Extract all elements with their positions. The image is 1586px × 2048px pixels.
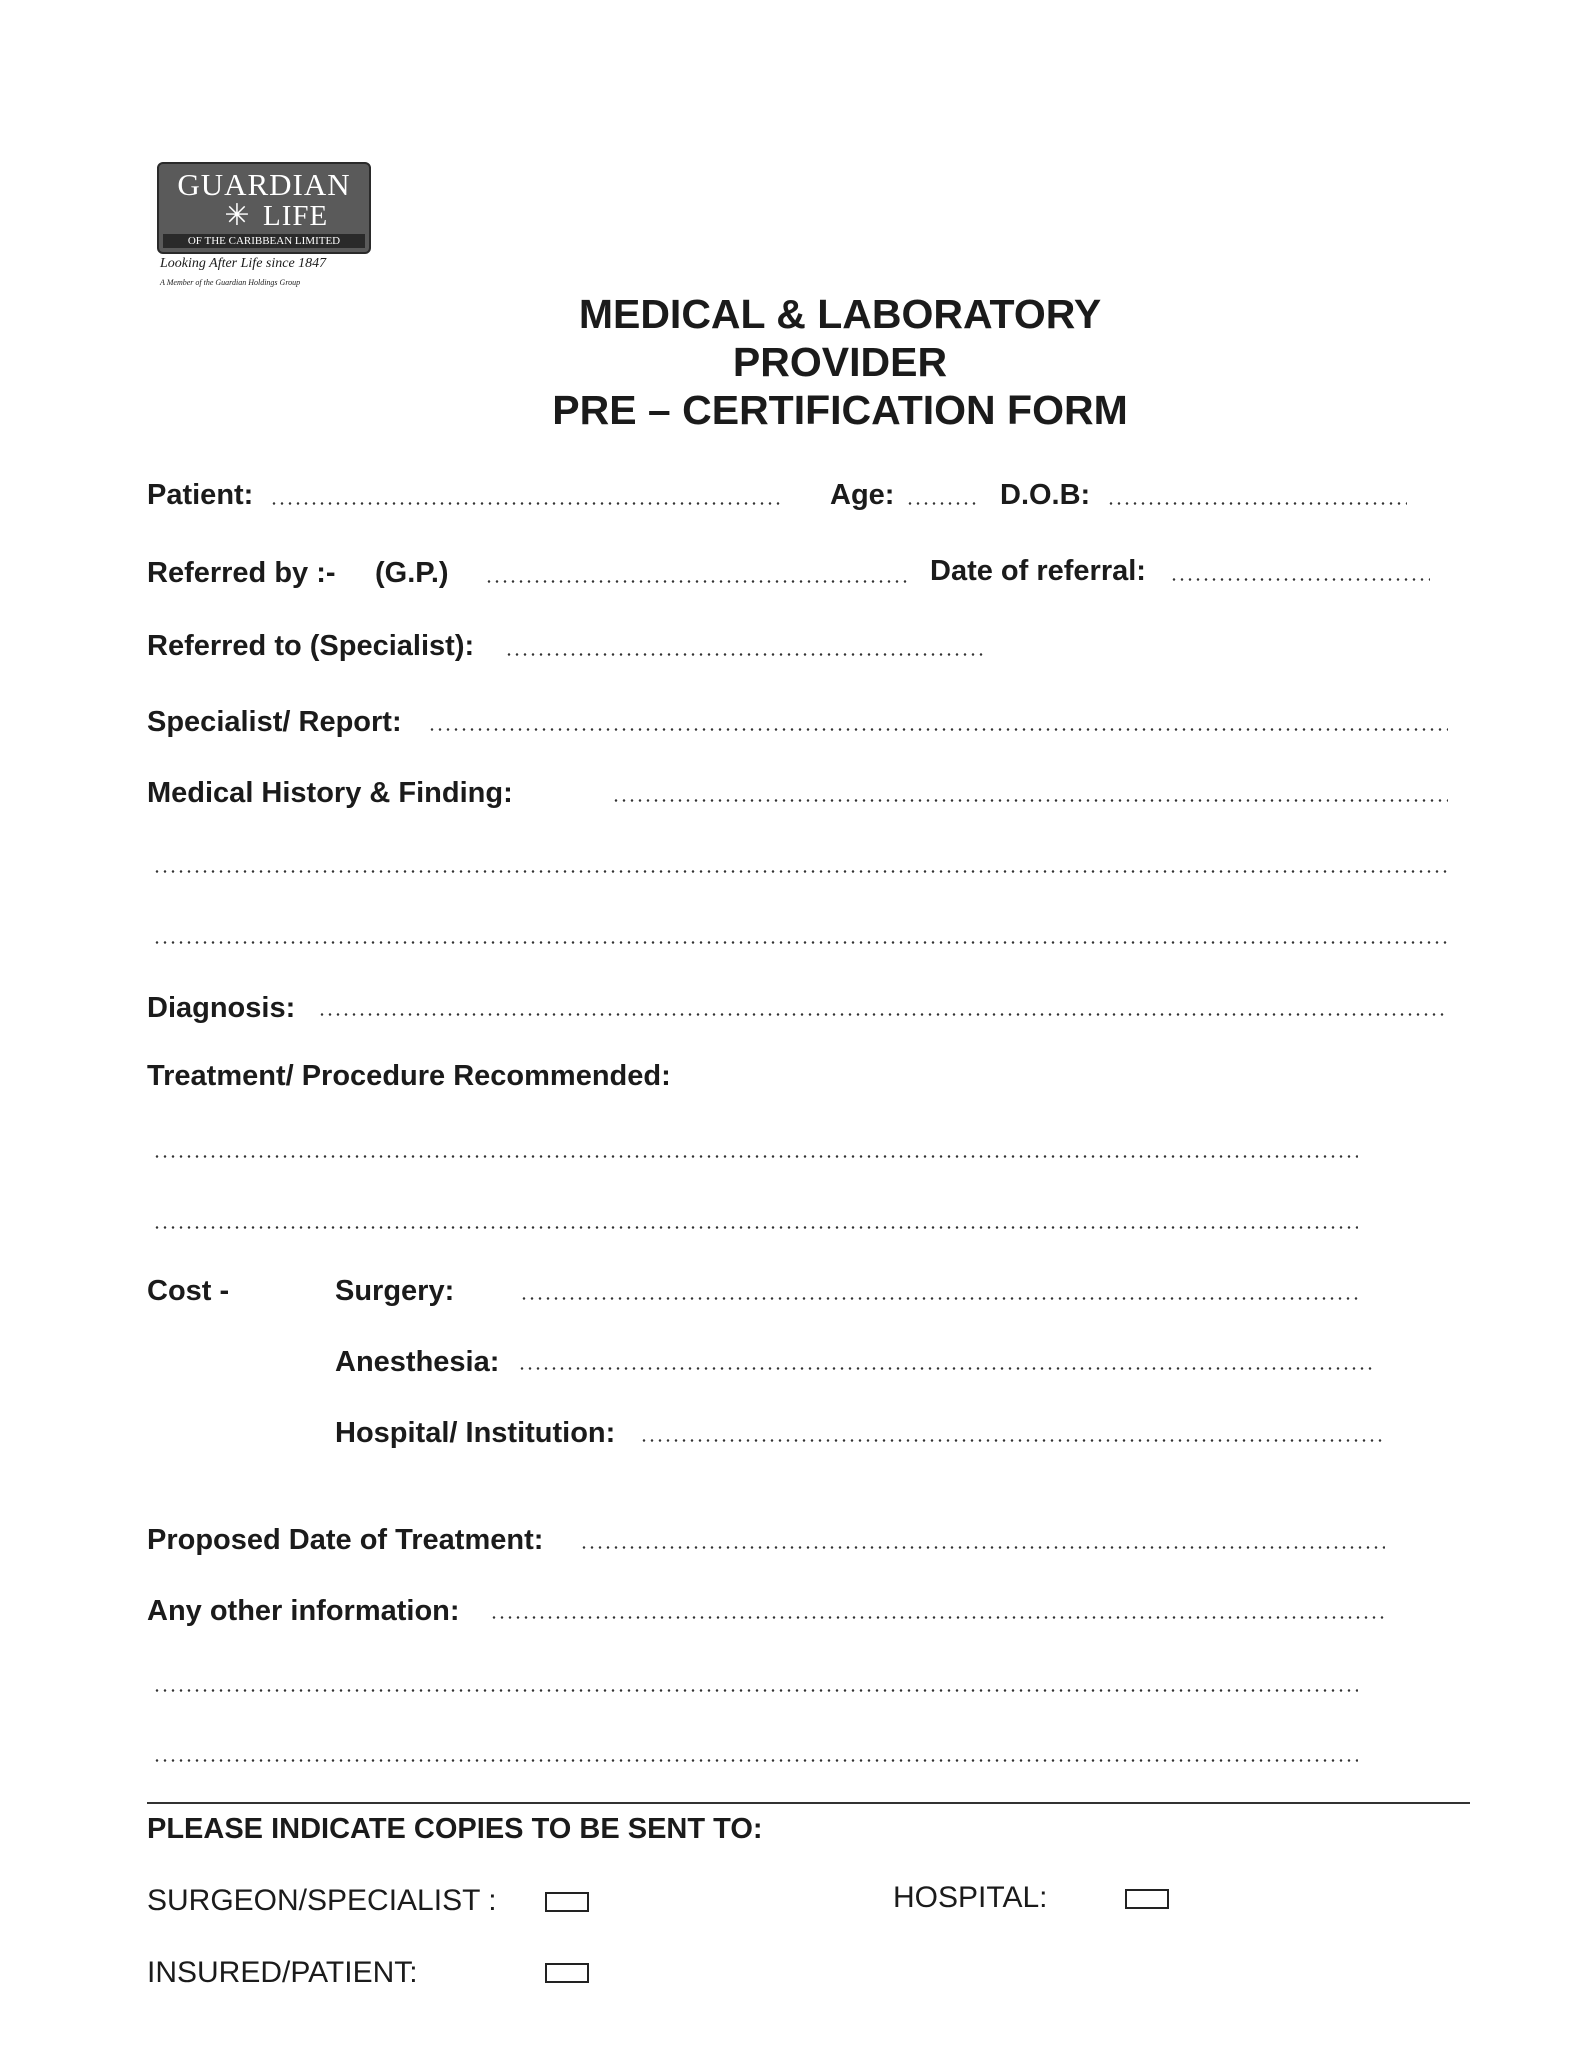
- referred-to-label: Referred to (Specialist):: [147, 630, 475, 662]
- cost-label: Cost -: [147, 1275, 230, 1307]
- other-info-field-line2[interactable]: [153, 1689, 1358, 1692]
- anesthesia-cost-field[interactable]: [518, 1367, 1374, 1370]
- insured-patient-label: INSURED/PATIENT:: [147, 1956, 418, 1989]
- medical-history-field-line2[interactable]: [153, 870, 1448, 873]
- date-of-referral-field[interactable]: [1170, 578, 1430, 581]
- referred-by-field[interactable]: [485, 580, 910, 583]
- specialist-report-field[interactable]: [428, 728, 1448, 731]
- medical-history-label: Medical History & Finding:: [147, 777, 513, 809]
- referred-to-field[interactable]: [505, 653, 983, 656]
- hospital-checkbox[interactable]: [1125, 1889, 1169, 1909]
- hospital-institution-label: Hospital/ Institution:: [335, 1417, 616, 1449]
- treatment-field-line2[interactable]: [153, 1226, 1358, 1229]
- age-field[interactable]: [906, 502, 976, 505]
- diagnosis-label: Diagnosis:: [147, 992, 296, 1024]
- logo-wordmark-guardian: GUARDIAN: [177, 167, 351, 202]
- referred-by-label: Referred by :-: [147, 557, 336, 589]
- treatment-field-line1[interactable]: [153, 1155, 1358, 1158]
- anesthesia-label: Anesthesia:: [335, 1346, 500, 1378]
- surgeon-specialist-checkbox[interactable]: [545, 1892, 589, 1912]
- proposed-date-label: Proposed Date of Treatment:: [147, 1524, 544, 1556]
- proposed-date-field[interactable]: [580, 1546, 1385, 1549]
- star-icon: ✳: [224, 199, 250, 232]
- gp-label: (G.P.): [375, 557, 449, 589]
- form-title-line2: PROVIDER: [732, 339, 948, 385]
- age-label: Age:: [830, 479, 895, 511]
- other-info-field[interactable]: [490, 1616, 1388, 1619]
- surgery-cost-field[interactable]: [520, 1297, 1358, 1300]
- surgeon-specialist-label: SURGEON/SPECIALIST :: [147, 1884, 497, 1917]
- date-of-referral-label: Date of referral:: [930, 555, 1146, 587]
- surgery-label: Surgery:: [335, 1275, 455, 1307]
- specialist-report-label: Specialist/ Report:: [147, 706, 402, 738]
- hospital-copy-label: HOSPITAL:: [893, 1881, 1048, 1914]
- form-title-line1: MEDICAL & LABORATORY: [578, 291, 1102, 337]
- form-title-line3: PRE – CERTIFICATION FORM: [552, 387, 1128, 433]
- logo-wordmark-life: LIFE: [263, 200, 329, 232]
- other-info-field-line3[interactable]: [153, 1759, 1358, 1762]
- copies-heading: PLEASE INDICATE COPIES TO BE SENT TO:: [147, 1813, 763, 1845]
- medical-history-field[interactable]: [612, 799, 1448, 802]
- dob-label: D.O.B:: [1000, 479, 1091, 511]
- hospital-institution-cost-field[interactable]: [640, 1439, 1385, 1442]
- patient-field[interactable]: [270, 502, 780, 505]
- logo-subtext: OF THE CARIBBEAN LIMITED: [163, 234, 365, 248]
- treatment-label: Treatment/ Procedure Recommended:: [147, 1060, 671, 1092]
- patient-label: Patient:: [147, 479, 254, 511]
- dob-field[interactable]: [1107, 502, 1407, 505]
- logo-tagline: Looking After Life since 1847: [160, 256, 327, 271]
- insured-patient-checkbox[interactable]: [545, 1963, 589, 1983]
- other-info-label: Any other information:: [147, 1595, 460, 1627]
- company-logo: [157, 162, 371, 254]
- medical-history-field-line3[interactable]: [153, 941, 1448, 944]
- logo-member-line: A Member of the Guardian Holdings Group: [160, 278, 301, 287]
- section-divider: [147, 1802, 1470, 1804]
- diagnosis-field[interactable]: [318, 1013, 1448, 1016]
